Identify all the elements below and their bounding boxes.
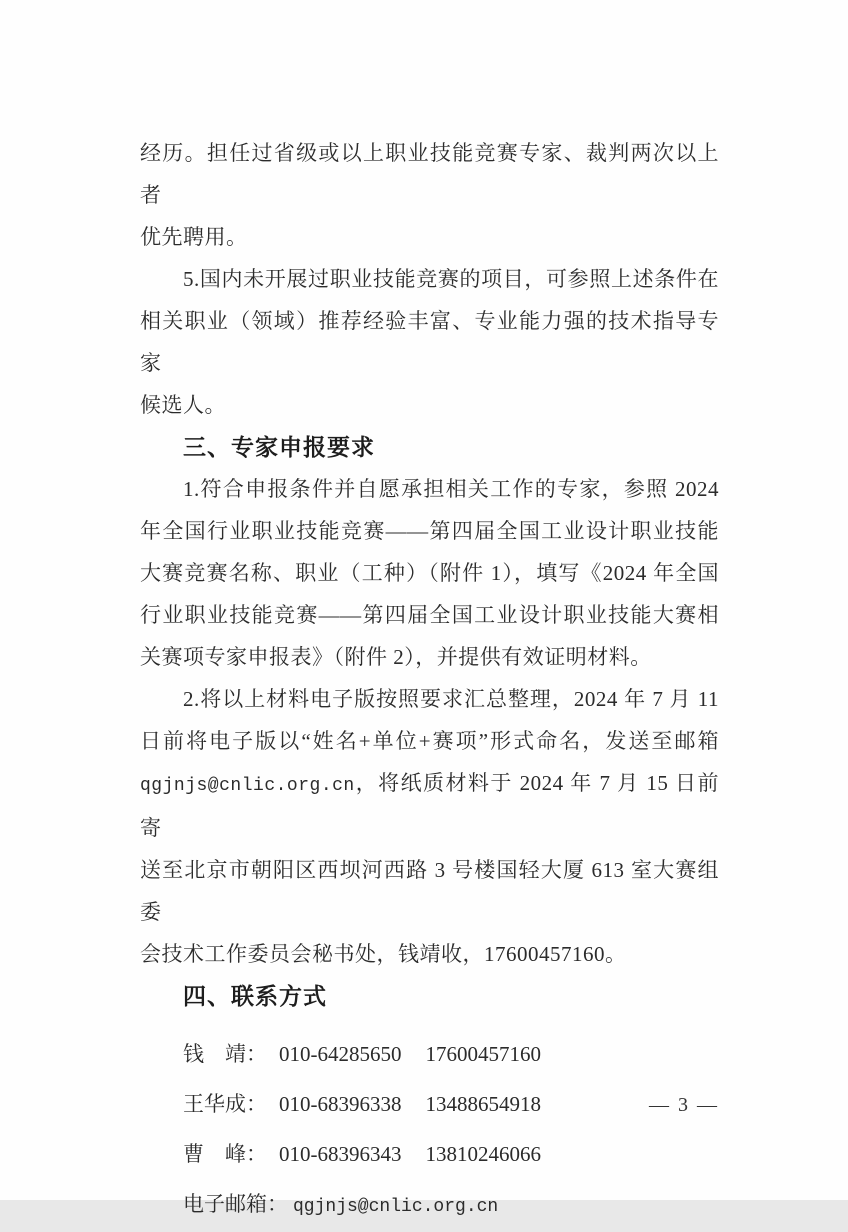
contact-row <box>140 1129 719 1179</box>
contact-email-row <box>140 1179 719 1232</box>
body-line-req2-2: 日前将电子版以“姓名+单位+赛项”形式命名，发送至邮箱 <box>140 729 719 753</box>
body-line-item5-2: 相关职业（领域）推荐经验丰富、专业能力强的技术指导专家 <box>140 309 719 375</box>
contact-phone: 010-64285650 <box>279 1042 402 1066</box>
body-line-req1-4: 行业职业技能竞赛——第四届全国工业设计职业技能大赛相 <box>140 603 719 627</box>
contact-name: 钱 靖： <box>183 1042 267 1066</box>
contact-row <box>140 1079 719 1129</box>
body-line-paragraph-tail-1: 经历。担任过省级或以上职业技能竞赛专家、裁判两次以上者 <box>140 141 719 207</box>
contact-name: 曹 峰： <box>183 1142 267 1166</box>
contact-phone: 010-68396343 <box>279 1142 402 1166</box>
contact-list <box>140 1029 719 1232</box>
body-line-paragraph-tail-2: 优先聘用。 <box>140 225 248 249</box>
contact-phone: 010-68396338 <box>279 1092 402 1116</box>
contact-name: 王华成： <box>183 1092 267 1116</box>
contact-row <box>140 1029 719 1079</box>
body-line-req2-1: 2.将以上材料电子版按照要求汇总整理，2024 年 7 月 11 <box>183 687 719 711</box>
body-line-req2-4: 送至北京市朝阳区西坝河西路 3 号楼国轻大厦 613 室大赛组委 <box>140 858 719 924</box>
contact-email: qgjnjs@cnlic.org.cn <box>293 1197 499 1217</box>
contact-mobile: 13488654918 <box>425 1092 541 1116</box>
contact-email-label: 电子邮箱： <box>183 1192 288 1216</box>
document-body <box>140 132 719 1232</box>
body-line-req1-2: 年全国行业职业技能竞赛——第四届全国工业设计职业技能 <box>140 519 719 543</box>
body-line-item5-1: 5.国内未开展过职业技能竞赛的项目，可参照上述条件在 <box>183 267 719 291</box>
body-line-item5-3: 候选人。 <box>140 393 226 417</box>
body-line-req2-5: 会技术工作委员会秘书处，钱靖收，17600457160。 <box>140 942 627 966</box>
body-line-req1-1: 1.符合申报条件并自愿承担相关工作的专家，参照 2024 <box>183 477 719 501</box>
page-number: — 3 — <box>649 1094 719 1116</box>
body-line-req1-3: 大赛竞赛名称、职业（工种）（附件 1），填写《2024 年全国 <box>140 561 719 585</box>
contact-mobile: 13810246066 <box>425 1142 541 1166</box>
body-line-req2-3-rest: ，将纸质材料于 2024 年 7 月 15 日前寄 <box>140 771 719 840</box>
body-line-req2-3 <box>140 762 719 849</box>
section-heading-expert-application: 三、专家申报要求 <box>183 434 375 460</box>
body-line-req1-5: 关赛项专家申报表》（附件 2），并提供有效证明材料。 <box>140 645 652 669</box>
email-text: qgjnjs@cnlic.org.cn <box>140 776 355 796</box>
contact-mobile: 17600457160 <box>425 1042 541 1066</box>
section-heading-contact-info: 四、联系方式 <box>183 983 327 1009</box>
